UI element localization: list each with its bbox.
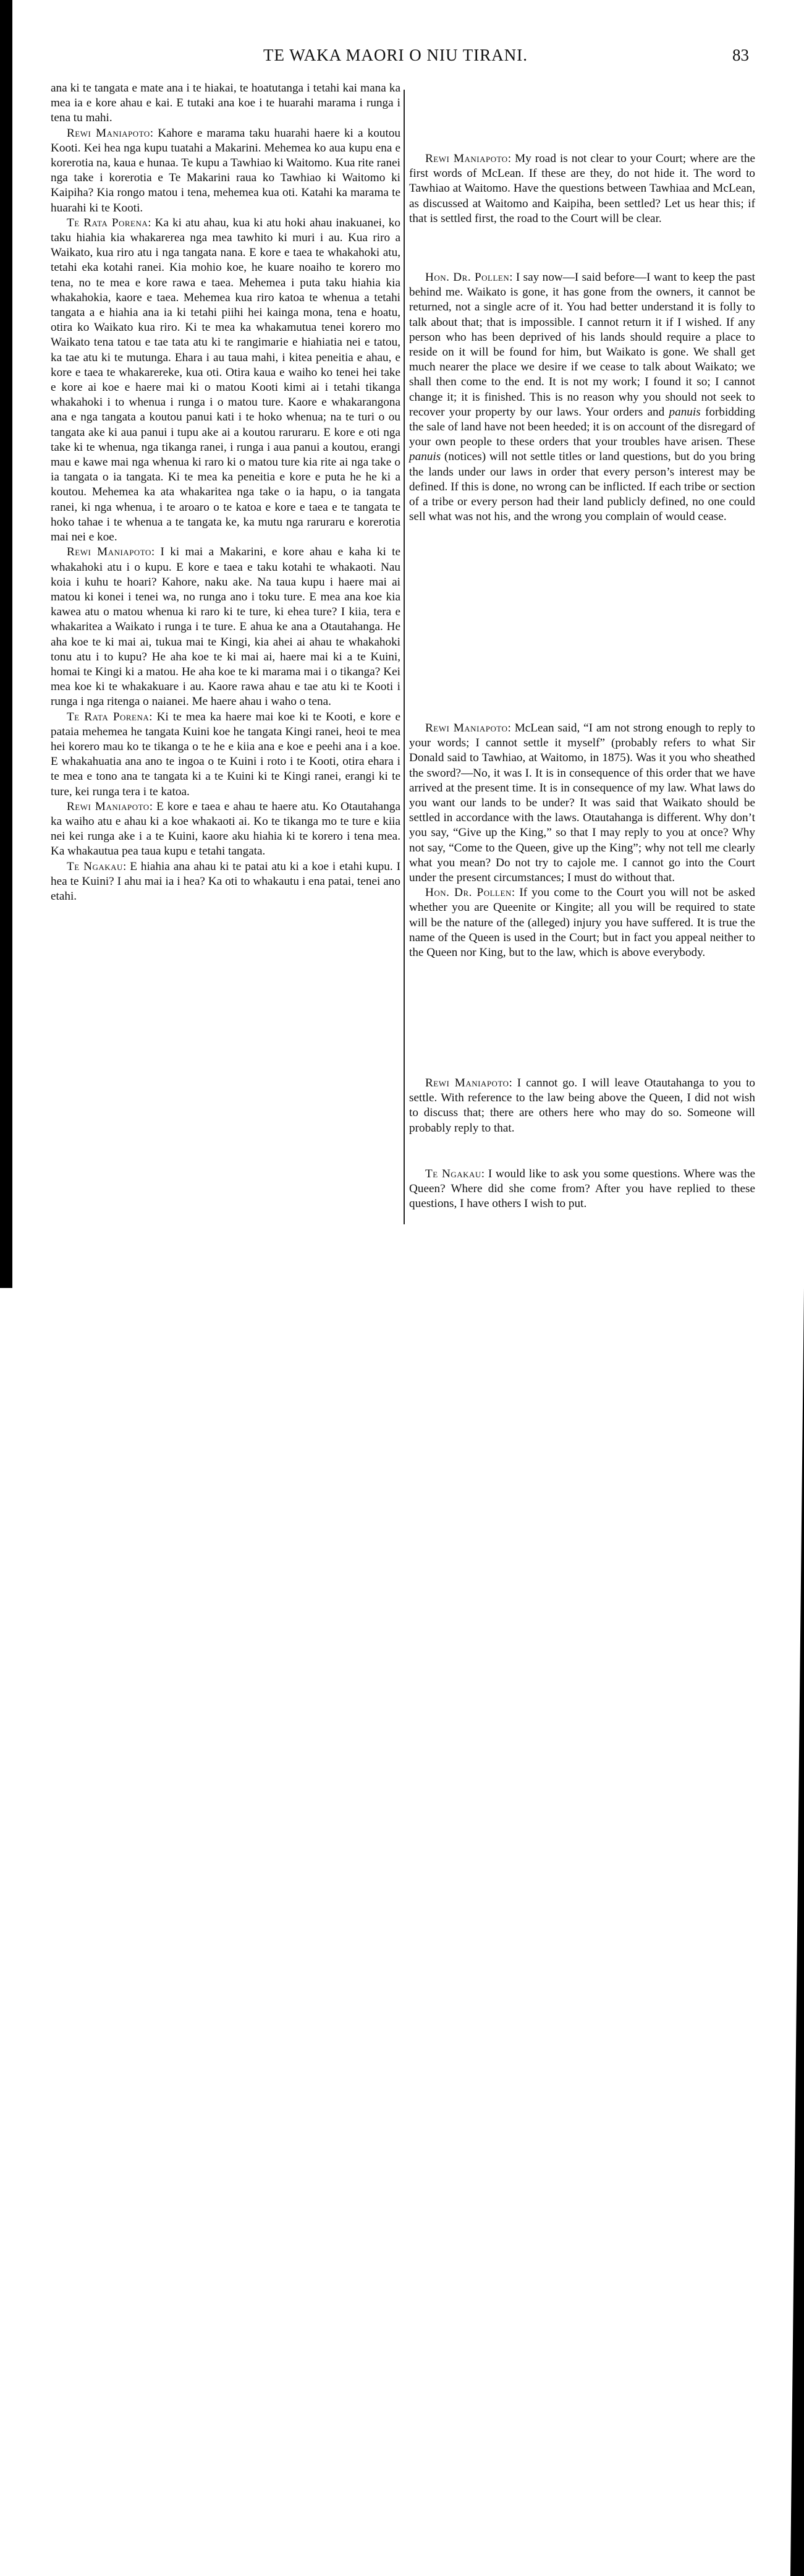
paragraph-text: : I would like to ask you some questions. Where was the Queen? Where did she come from? After you have replied to these questions, I have others I wish to put. [409,1167,755,1211]
speaker-name: Rewi Maniapoto [425,1077,509,1090]
paragraph-text: : Ka ki atu ahau, kua ki atu hoki ahau inakuanei, ko taku hiahia kia whakarerea nga mea tawhito ki muri i au. Kua riro a Waikato, kua riro atu i nga tangata nana. E kore e taea te whakahoki atu, tetahi eka kotahi ranei. Kia mohio koe, he kuare noaiho te korero mo tena, no te mea e kore rawa e taea. Mehemea i puta taku hiahia kia whakahokia, kaore e taea. Mehemea kua riro katoa te whenua a tetahi tangata a e hiahia ana ia ki tetahi piihi hei kainga mona, tena e hoatu, otira ko Waikato kua riro. Ki te mea ka whakamutua tenei korero mo Waikato tena tatou e tae tata atu ki te rangimarie e hiahiatia nei e tatou, ka tae atu ki te mutunga. Ehara i au taua mahi, i kitea peneitia e ahau, e kore e taea te whakarereke, kua oti. Otira kaua e waiho ko tenei hei take e kore ai koe e haere mai ki o matou Kooti kimi ai i tetahi tikanga whakahoki i to whenua i runga i o matou ture. Kaore e whakarangona ana e nga tangata a koutou panui kati i te hoko whenua; na te turi o ou tangata ake ki aua panui i tupu ake ai a koutou raruraru. E kore e oti nga take ki te whenua, nga tikanga ranei, i runga i aua panui a koutou, erangi mau e kawe mai nga whenua ki raro ki o matou ture kia rite ai nga take o ia tangata o ia tangata. Ki te mea ka peneitia e kore e puta he he ki a koutou. Mehemea ka ata whakaritea nga take o ia hapu, o ia tangata ranei, ki nga whenua, i te aroaro o te katoa e kore e taea e te tangata te hoko tahae i te whenua a te tangata ke, ka mutu nga raruraru e korerotia mai nei e koe. [51,216,400,544]
page-number: 83 [732,46,749,64]
paragraph-text: : E hiahia ana ahau ki te patai atu ki a koe i etahi kupu. I hea te Kuini? I ahu mai ia i hea? Ka oti to whakautu i ena patai, tenei ano etahi. [51,859,401,903]
scan-edge-left [0,0,12,1288]
paragraph [409,151,755,226]
paragraph-text: : I ki mai a Makarini, e kore ahau e kaha ki te whakahoki atu i o kupu. E kore e taea e taku kotahi te whakaoti. Nau koia i kuhu te hoari? Kahore, naku ake. Na taua kupu i haere mai ai matou ki konei i tenei wa, no runga ano i toku ture. E mea ana koe kia kawea atu o matou whenua ki raro ki te ture, ki ehea ture? I kiia, tera e whakaritea a Waikato i runga i te ture. E ahua ke ana a Otautahanga. He aha koe te ki mai ai, tukua mai te Kingi, kia ahei ai ahau te whakahoki tonu atu i to kupu? He aha koe te ki mai ai, haere mai ki a te Kuini, homai te Kingi ki a matou. He aha koe te ki marama mai i o tikanga? Kei mea koe ki te whakakuare i au. Kaore rawa ahau e tae atu ki te Kooti i runga i nga ritenga o naianei. Me haere ahau i waho o tena. [51,545,401,709]
paragraph-text: : If you come to the Court you will not be asked whether you are Queenite or Kingite; all you will be required to state will be the nature of the (alleged) injury you have suffered. It is true the name of the Queen is used in the Court; but in fact you appeal neither to the Queen nor King, but to the law, which is above everybody. [409,886,755,960]
paragraph [51,81,400,126]
paragraph [409,1167,755,1212]
paragraph [409,1076,755,1136]
paragraph-text: : I say now—I said before—I want to keep the past behind me. Waikato is gone, it has gone from the owners, it cannot be returned, not a single acre of it. You had better understand it is folly to talk about that; that is impossible. I cannot return it if I wished. If any person who has been deprived of his lands should require a place to reside on it will be found for him, but Waikato is gone. We shall get much nearer the place we desire if we cease to talk about Waikato; we shall then come to the end. It is not my work; I found it so; I cannot change it; it is finished. This is no reason why you should not seek to recover your property by our laws. Your orders and [409,271,755,419]
paragraph [51,545,400,709]
speaker-name: Rewi Maniapoto [425,722,508,735]
paragraph-text: : I cannot go. I will leave Otautahanga to you to settle. With reference to the law being above the Queen, I did not wish to discuss that; there are others here who may do so. Someone will probably reply to that. [409,1077,756,1135]
speaker-name: Rewi Maniapoto [67,545,151,559]
speaker-name: Te Ngakau [67,859,123,873]
speaker-name: Hon. Dr. Pollen [425,271,510,284]
english-paragraph-6 [409,1167,755,1212]
paragraph-text: ana ki te tangata e mate ana i te hiakai, te hoatutanga i tetahi kai mana ka mea ia e kore ahau e kai. E tutaki ana koe i te huarahi marama i runga i tena tu mahi. [51,82,400,125]
speaker-name: Hon. Dr. Pollen [425,886,512,900]
english-paragraph-1 [409,151,755,226]
english-paragraph-2 [409,270,755,524]
scan-edge-right [790,0,804,2576]
paragraph [51,216,400,545]
paragraph-text: : Ki te mea ka haere mai koe ki te Kooti, e kore e pataia mehemea he tangata Kuini koe he tangata Kingi ranei, heoi te mea hei korero mau ko te tikanga o te he e kiia ana e koe e peehi ana i a koe. E whakahuatia ana ano te ingoa o te Kuini i roto i te Kooti, otira ehara i te mea e tono ana te tangata ki a te Kuini ki te Kingi ranei, erangi ki te ture, kei runga tera i te katoa. [51,710,400,798]
english-paragraph-5 [409,1076,755,1136]
paragraph-text: forbidding the sale of land have not been heeded; it is on account of the disregard of your own people to these orders that your troubles have arisen. These [409,405,755,449]
paragraph [51,859,400,905]
italic-term: panuis [409,450,441,464]
speaker-name: Rewi Maniapoto [425,152,508,165]
paragraph-text: (notices) will not settle titles or land questions, but do you bring the lands under our laws in order that every person’s interest may be defined. If this is done, no wrong can be inflicted. If each tribe or section of a tribe or every person had their land publicly defined, no one could sell what was not his, and the wrong you complain of would cease. [409,450,755,524]
speaker-name: Rewi Maniapoto [67,800,150,813]
paragraph [51,800,400,859]
maori-column [51,81,400,904]
english-paragraph-3 [409,721,755,960]
paragraph [51,126,400,216]
paragraph [409,721,755,885]
paragraph-text: : E kore e taea e ahau te haere atu. Ko Otautahanga ka waiho atu e ahau ki a koe whakaoti ai. Ko te tikanga mo te ture e kiia nei kei runga ake i a te Kuini, kaore aku hiahia ki te korero i tena mea. Ka whakautua pea taua kupu e tetahi tangata. [51,800,400,858]
column-divider [404,90,405,1224]
paragraph [409,885,755,960]
paragraph-text: : McLean said, “I am not strong enough to reply to your words; I cannot settle it myself” (probably refers to what Sir Donald said to Tawhiao, at Waitomo, in 1875). Was it you who sheathed the sword?—No, it was I. It is in consequence of this order that we have arrived at the present time. It is in consequence of my law. What laws do you want our lands to be under? It was said that Waikato should be settled in accordance with the laws. Otautahanga is different. Why don’t you say, “Give up the King,” so that I may reply to you at once? Why not say, “Come to the Queen, give up the King”; why not tell me clearly what you mean? Do not try to cajole me. I cannot go into the Court under the present circumstances; I must do without that. [409,722,755,885]
speaker-name: Rewi Maniapoto [67,126,150,140]
paragraph-text: : Kahore e marama taku huarahi haere ki a koutou Kooti. Kei hea nga kupu tuatahi a Makarini. Mehemea ko aua kupu ena e korerotia na, kaua e hunaa. Te kupu a Tawhiao ki Waitomo. Kua rite ranei nga take i korerotia e Te Makarini raua ko Tawhiao ki Waitomo ki Kaipiha? Kia rongo matou i tena, mehemea kua oti. Katahi ka marama te huarahi ki te Kooti. [51,126,400,215]
speaker-name: Te Rata Porena [67,710,150,723]
speaker-name: Te Ngakau [425,1167,481,1180]
paragraph-text: : My road is not clear to your Court; where are the first words of McLean. If these are they, do not hide it. The word to Tawhiao at Waitomo. Have the questions between Tawhiaa and McLean, as discussed at Waitomo and Kaipiha, been settled? Let us hear this; if that is settled first, the road to the Court will be clear. [409,152,755,225]
italic-term: panuis [669,405,701,419]
paragraph [409,270,755,524]
paragraph [51,710,400,800]
page-title: TE WAKA MAORI O NIU TIRANI. [263,46,528,64]
speaker-name: Te Rata Porena [67,216,148,229]
